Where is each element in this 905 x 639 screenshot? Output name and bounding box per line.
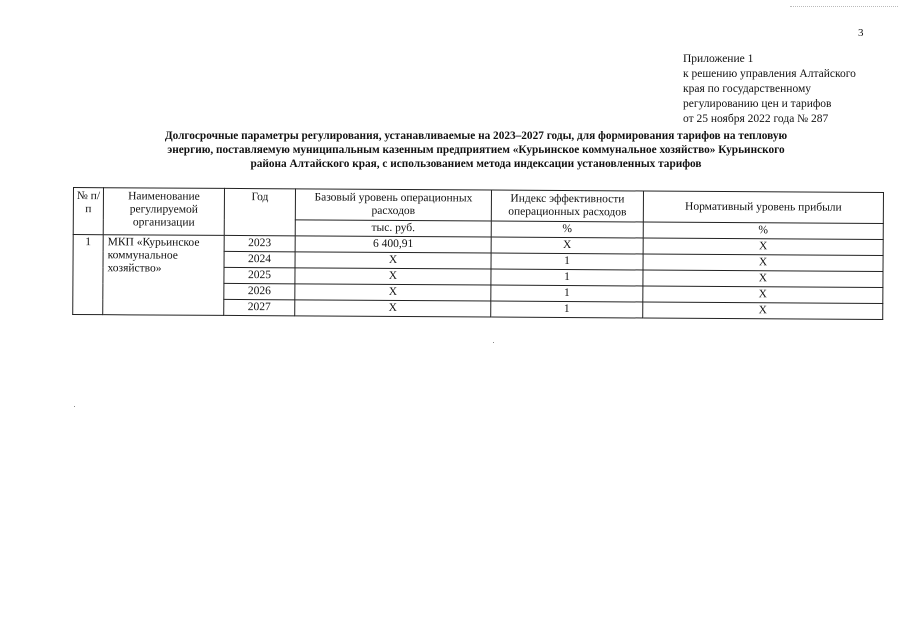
cell-index: 1 <box>491 301 643 318</box>
cell-year: 2026 <box>224 283 295 299</box>
unit-base: тыс. руб. <box>295 220 491 237</box>
appendix-line: края по государственному <box>683 83 811 95</box>
header-year: Год <box>224 188 295 235</box>
cell-profit: X <box>643 238 883 255</box>
cell-profit: X <box>643 286 883 303</box>
cell-base: X <box>295 284 491 301</box>
title-line: Долгосрочные параметры регулирования, устанавливаемые на 2023–2027 годы, для формирования тарифов на тепловую <box>164 130 788 142</box>
appendix-line: регулированию цен и тарифов <box>683 98 832 110</box>
title-line: района Алтайского края, с использованием метода индексации установленных тарифов <box>250 158 702 170</box>
cell-base: X <box>295 268 491 285</box>
appendix-line: к решению управления Алтайского <box>683 68 856 80</box>
cell-base: X <box>295 252 491 269</box>
scan-speck <box>74 406 75 407</box>
table-header-row <box>73 188 883 224</box>
appendix-line: Приложение 1 <box>683 53 754 65</box>
parameters-table <box>72 187 884 320</box>
organization-name: МКП «Курьинское коммунальное хозяйство» <box>103 235 224 316</box>
appendix-block <box>683 52 893 127</box>
cell-index: 1 <box>491 253 643 270</box>
scan-edge-line <box>790 6 898 8</box>
document-title <box>100 129 852 171</box>
cell-index: 1 <box>491 285 643 302</box>
cell-index: 1 <box>491 269 643 286</box>
cell-year: 2025 <box>224 267 295 283</box>
cell-profit: X <box>643 254 883 271</box>
unit-index: % <box>491 221 643 238</box>
cell-year: 2027 <box>224 299 295 315</box>
header-num: № п/п <box>73 188 103 235</box>
page-number: 3 <box>858 27 864 39</box>
header-base-level: Базовый уровень операционных расходов <box>295 189 491 221</box>
header-organization: Наименование регулируемой организации <box>103 188 224 236</box>
cell-year: 2023 <box>224 235 295 251</box>
cell-profit: X <box>643 270 883 287</box>
cell-profit: X <box>643 302 883 319</box>
row-number: 1 <box>73 235 103 315</box>
cell-base: X <box>295 300 491 317</box>
scan-speck <box>493 342 494 343</box>
header-profit-level: Нормативный уровень прибыли <box>643 191 883 223</box>
header-efficiency-index: Индекс эффективности операционных расходов <box>491 190 643 222</box>
title-line: энергию, поставляемую муниципальным казенным предприятием «Курьинское коммунальное хозяйство» Курьинского <box>167 144 785 156</box>
appendix-line: от 25 ноября 2022 года № 287 <box>683 113 829 125</box>
cell-base: 6 400,91 <box>295 236 491 253</box>
cell-index: X <box>491 237 643 254</box>
unit-profit: % <box>643 222 883 239</box>
cell-year: 2024 <box>224 251 295 267</box>
